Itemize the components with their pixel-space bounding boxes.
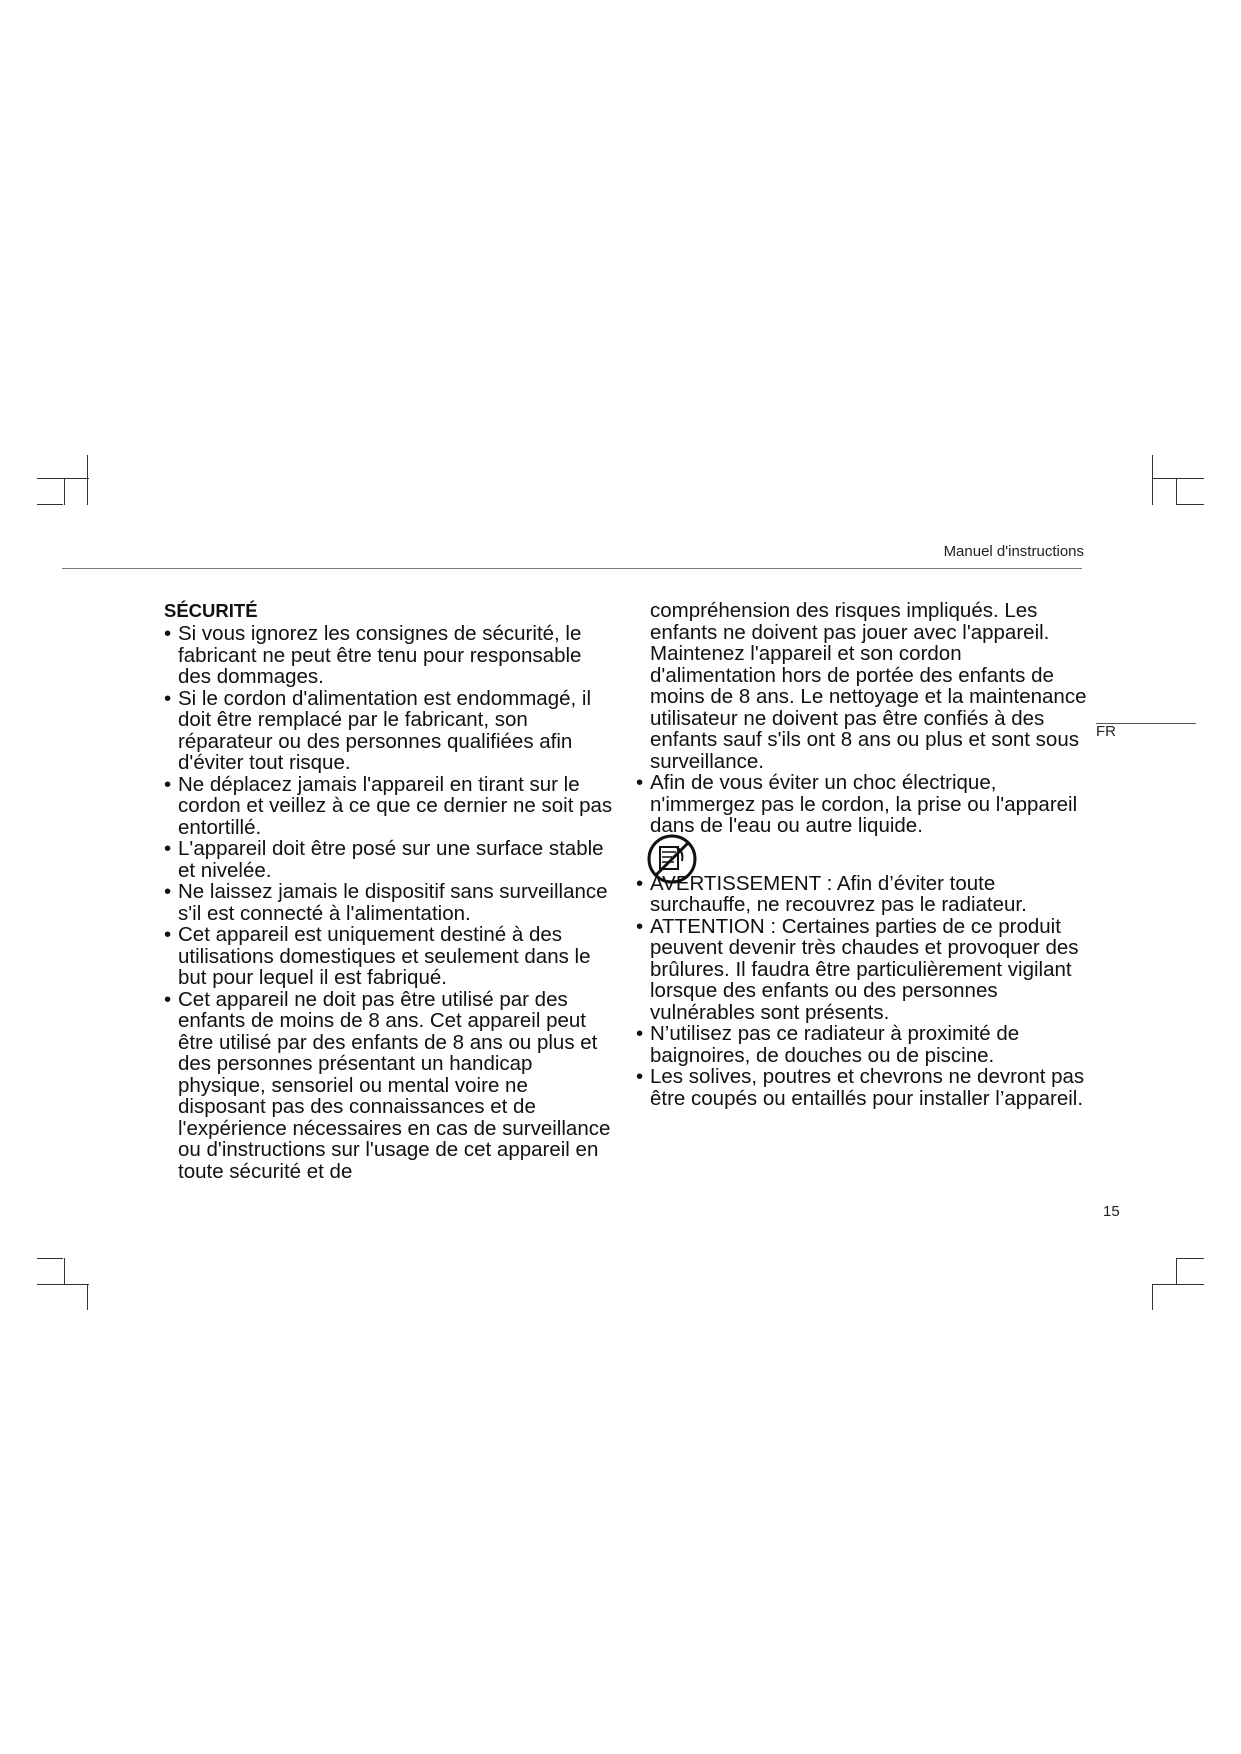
safety-list-right-top [630,772,1090,837]
safety-list-right-bottom [630,873,1090,1110]
continued-paragraph: compréhension des risques impliqués. Les enfants ne doivent pas jouer avec l'appareil. Maintenez l'appareil et son cordon d'alimentation hors de portée des enfants de moins de 8 ans. Le nettoyage et la maintenance utilisateur ne doivent pas être confiés à des enfants sauf s'ils ont 8 ans ou plus et sont sous surveillance. [650,599,1087,773]
crop-mark [37,1258,63,1259]
right-column [630,600,1090,1109]
crop-mark [1152,478,1204,479]
list-item: • Si le cordon d'alimentation est endommagé, il doit être remplacé par le fabricant, son réparateur ou des personnes qualifiées afin d'éviter tout risque. [158,688,620,774]
list-item: • AVERTISSEMENT : Afin d’éviter toute surchauffe, ne recouvrez pas le radiateur. [630,873,1090,916]
crop-mark [1176,504,1204,505]
document-title: Manuel d'instructions [943,543,1084,560]
crop-mark [87,455,88,505]
warning-symbol [630,837,1090,873]
list-item: • Ne laissez jamais le dispositif sans surveillance s'il est connecté à l'alimentation. [158,881,620,924]
crop-mark [64,478,65,505]
list-item: • N’utilisez pas ce radiateur à proximité de baignoires, de douches ou de piscine. [630,1023,1090,1066]
left-column [158,600,620,1182]
crop-mark [37,504,63,505]
list-item: • Les solives, poutres et chevrons ne devront pas être coupés ou entaillés pour installer l’appareil. [630,1066,1090,1109]
crop-mark [64,1258,65,1285]
section-title: SÉCURITÉ [164,600,258,621]
crop-mark [37,478,89,479]
list-item: • Ne déplacez jamais l'appareil en tirant sur le cordon et veillez à ce que ce dernier ne soit pas entortillé. [158,774,620,839]
list-item: • L'appareil doit être posé sur une surface stable et nivelée. [158,838,620,881]
list-item: • ATTENTION : Certaines parties de ce produit peuvent devenir très chaudes et provoquer des brûlures. Il faudra être particulièrement vigilant lorsque des enfants ou des personnes vulnérables sont présents. [630,916,1090,1024]
crop-mark [1152,1284,1204,1285]
safety-list-left [158,623,620,1182]
header-divider [62,568,1082,569]
crop-mark [1152,455,1153,505]
language-tab: FR [1096,723,1116,740]
crop-mark [1176,1258,1204,1259]
crop-mark [37,1284,89,1285]
list-item: • Si vous ignorez les consignes de sécurité, le fabricant ne peut être tenu pour responsable des dommages. [158,623,620,688]
page-number: 15 [1103,1203,1120,1220]
crop-mark [1152,1284,1153,1310]
list-item: • Cet appareil ne doit pas être utilisé par des enfants de moins de 8 ans. Cet appareil peut être utilisé par des enfants de 8 ans ou plus et des personnes présentant un handicap physique, sensoriel ou mental voire ne disposant pas des connaissances et de l'expérience nécessaires en cas de surveillance ou d'instructions sur l'usage de cet appareil en toute sécurité et de [158,989,620,1183]
list-item: • Afin de vous éviter un choc électrique, n'immergez pas le cordon, la prise ou l'appareil dans de l'eau ou autre liquide. [630,772,1090,837]
crop-mark [1176,1258,1177,1285]
crop-mark [1176,478,1177,505]
crop-mark [87,1284,88,1310]
list-item: • Cet appareil est uniquement destiné à des utilisations domestiques et seulement dans le but pour lequel il est fabriqué. [158,924,620,989]
